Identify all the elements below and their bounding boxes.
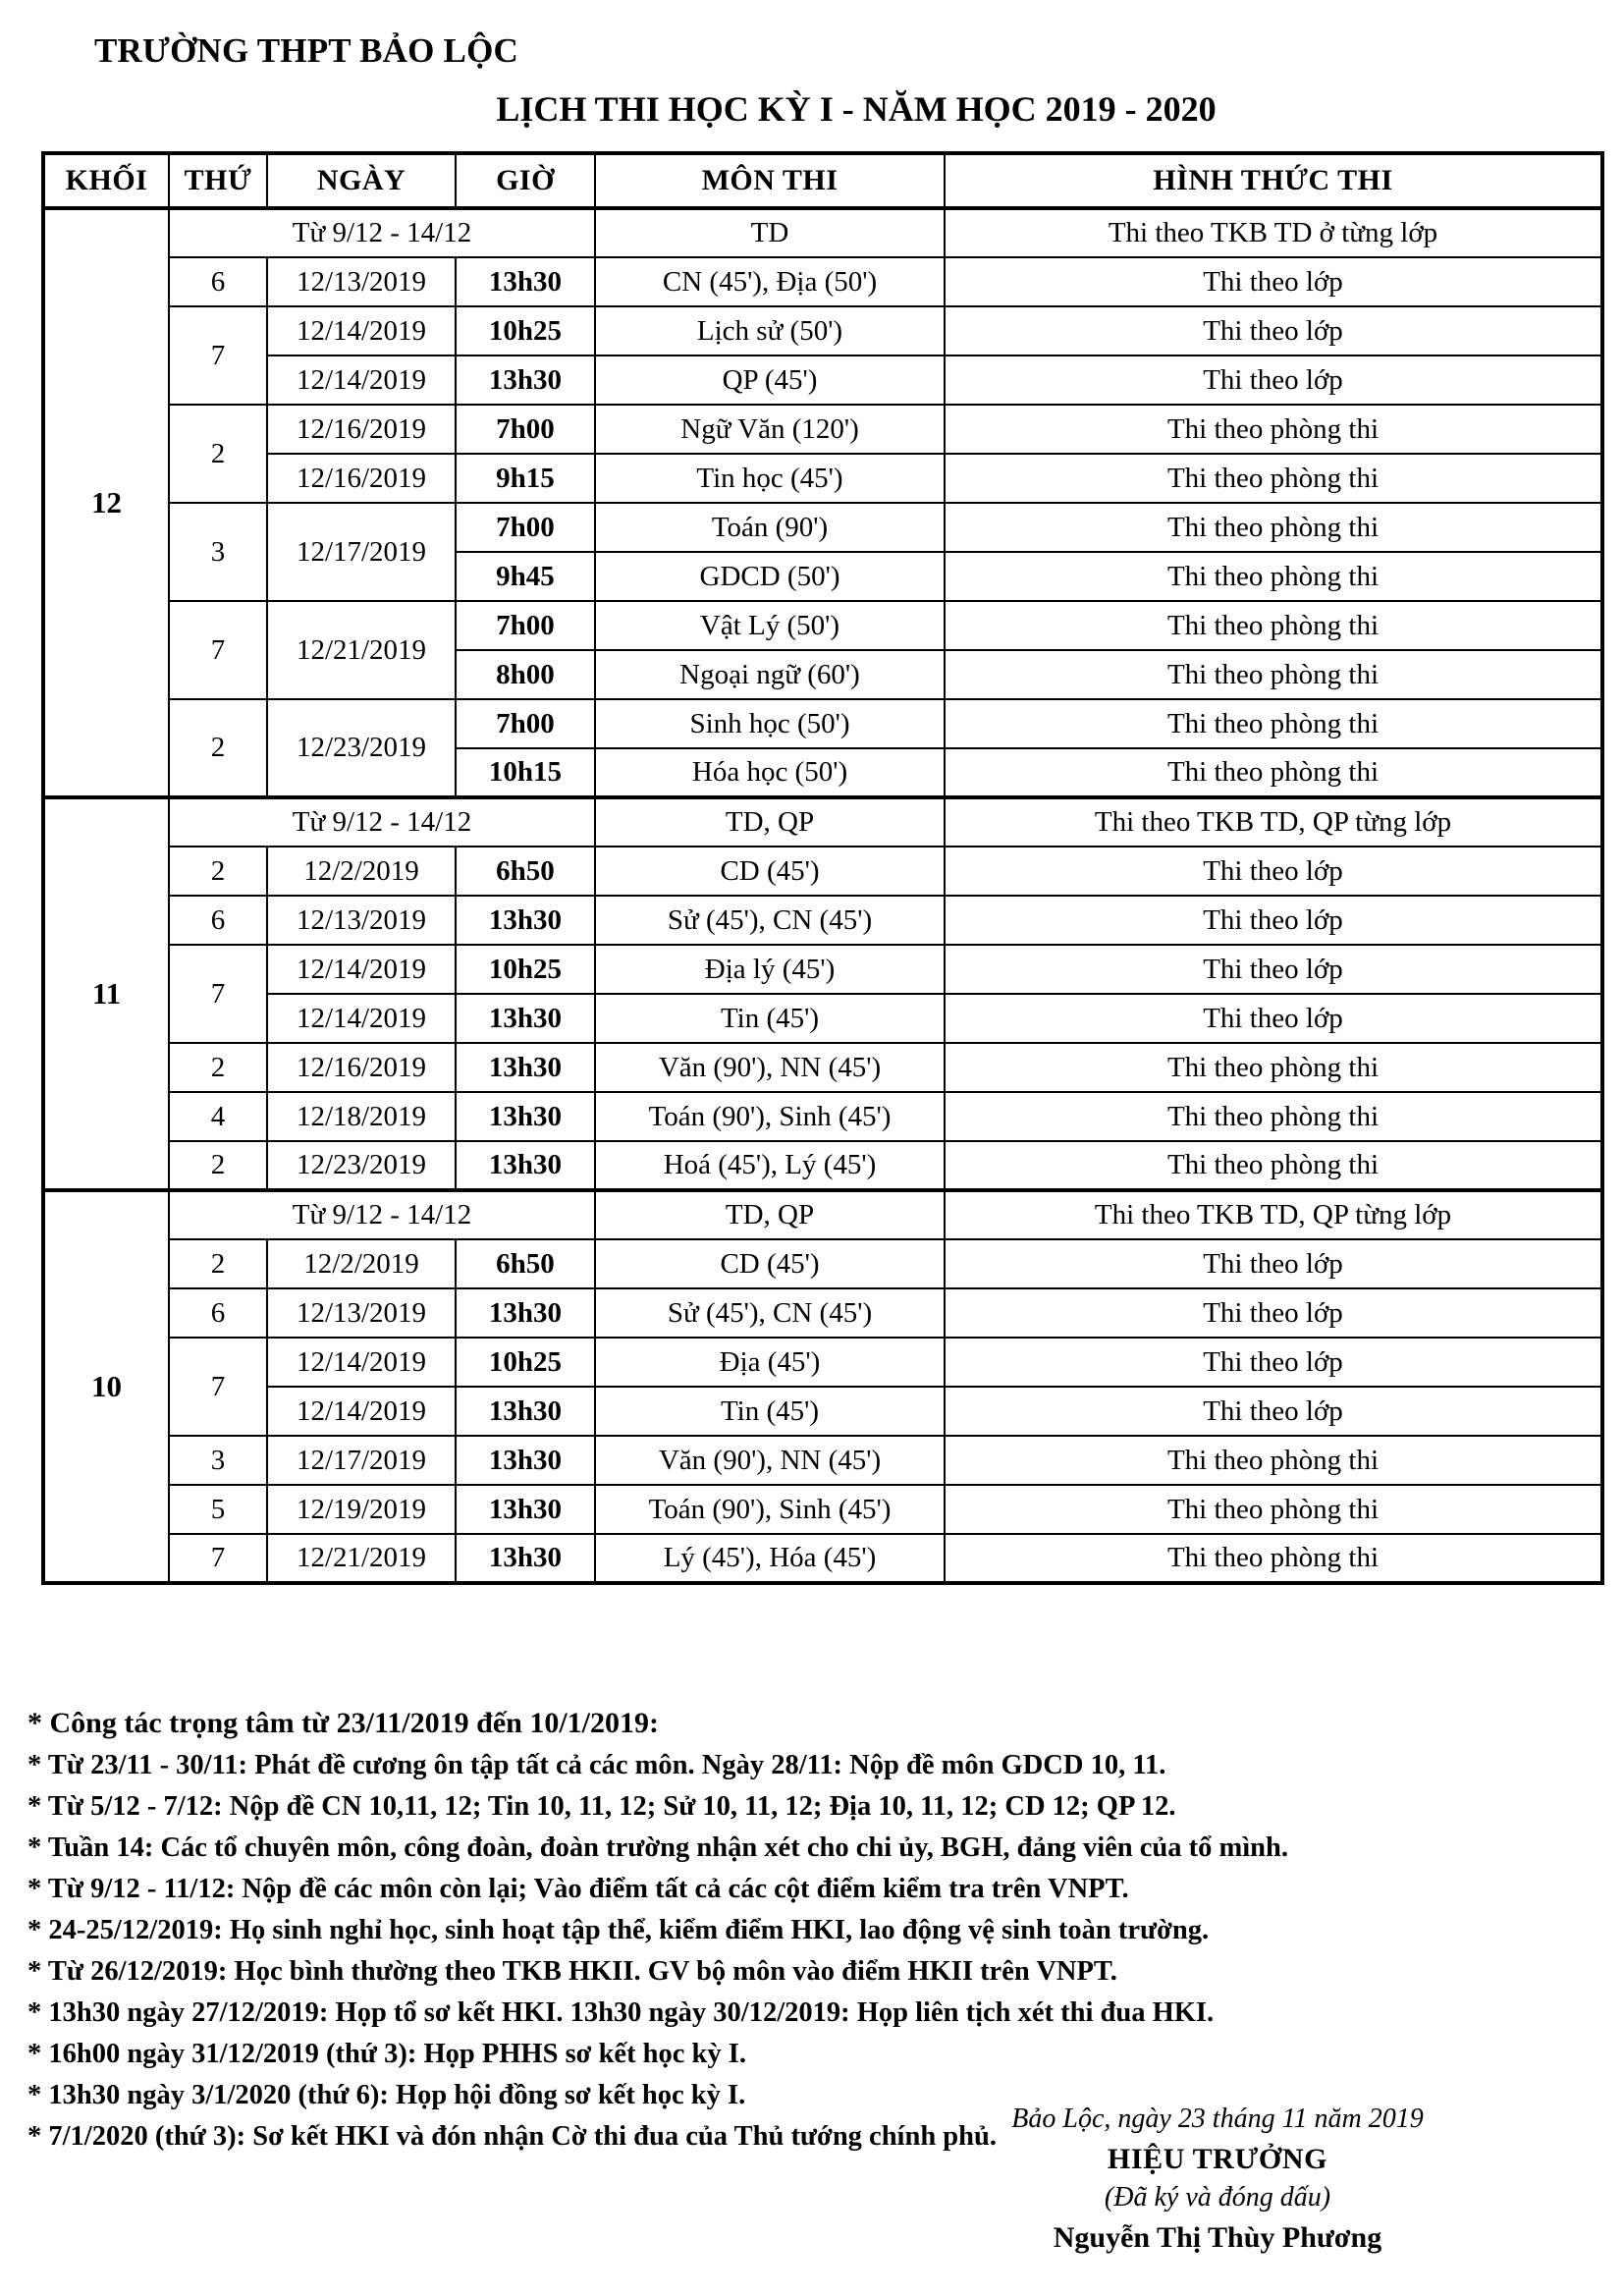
subject-cell: CD (45') — [595, 1239, 945, 1288]
time-cell: 13h30 — [456, 1387, 595, 1436]
time-cell: 7h00 — [456, 699, 595, 748]
table-row — [43, 1534, 1602, 1583]
exam-format-cell: Thi theo phòng thi — [945, 1436, 1602, 1485]
weekday-cell: 7 — [169, 1534, 267, 1583]
exam-format-cell: Thi theo lớp — [945, 847, 1602, 896]
subject-cell: Hoá (45'), Lý (45') — [595, 1141, 945, 1190]
time-cell: 9h15 — [456, 454, 595, 503]
subject-cell: Ngữ Văn (120') — [595, 405, 945, 454]
exam-format-cell: Thi theo lớp — [945, 945, 1602, 994]
signature-place-date: Bảo Lộc, ngày 23 tháng 11 năm 2019 — [1011, 2104, 1424, 2134]
time-cell: 10h15 — [456, 748, 595, 797]
time-cell: 7h00 — [456, 503, 595, 552]
note-line: * Từ 23/11 - 30/11: Phát đề cương ôn tập tất cả các môn. Ngày 28/11: Nộp đề môn GDCD 10, 11. — [27, 1749, 1166, 1780]
date-cell: 12/13/2019 — [267, 257, 456, 306]
column-header-gio: GIỜ — [456, 153, 595, 208]
table-row — [43, 503, 1602, 552]
date-cell: 12/17/2019 — [267, 1436, 456, 1485]
subject-cell: Tin học (45') — [595, 454, 945, 503]
weekday-cell: 2 — [169, 1043, 267, 1092]
date-cell: 12/14/2019 — [267, 306, 456, 355]
signature-role: HIỆU TRƯỞNG — [1107, 2143, 1328, 2175]
exam-format-cell: Thi theo phòng thi — [945, 503, 1602, 552]
table-row — [43, 1288, 1602, 1338]
time-cell: 7h00 — [456, 405, 595, 454]
subject-cell: Văn (90'), NN (45') — [595, 1043, 945, 1092]
date-cell: 12/2/2019 — [267, 847, 456, 896]
table-row — [43, 797, 1602, 847]
column-header-khoi: KHỐI — [43, 153, 169, 208]
time-cell: 13h30 — [456, 1485, 595, 1534]
time-cell: 13h30 — [456, 1043, 595, 1092]
date-range-cell: Từ 9/12 - 14/12 — [169, 208, 595, 257]
exam-schedule-table — [41, 151, 1604, 1585]
table-row — [43, 896, 1602, 945]
exam-format-cell: Thi theo phòng thi — [945, 748, 1602, 797]
time-cell: 8h00 — [456, 650, 595, 699]
table-row — [43, 1436, 1602, 1485]
date-cell: 12/18/2019 — [267, 1092, 456, 1141]
subject-cell: Ngoại ngữ (60') — [595, 650, 945, 699]
subject-cell: Sinh học (50') — [595, 699, 945, 748]
subject-cell: CN (45'), Địa (50') — [595, 257, 945, 306]
weekday-cell: 2 — [169, 1239, 267, 1288]
table-header — [43, 153, 1602, 208]
column-header-thu: THỨ — [169, 153, 267, 208]
subject-cell: Sử (45'), CN (45') — [595, 896, 945, 945]
time-cell: 13h30 — [456, 1092, 595, 1141]
subject-cell: QP (45') — [595, 355, 945, 405]
table-row — [43, 454, 1602, 503]
exam-format-cell: Thi theo phòng thi — [945, 454, 1602, 503]
time-cell: 13h30 — [456, 994, 595, 1043]
signature-signed-note: (Đã ký và đóng dấu) — [1104, 2182, 1331, 2213]
weekday-cell: 6 — [169, 896, 267, 945]
exam-schedule-table-wrapper — [41, 151, 1600, 1585]
exam-format-cell: Thi theo TKB TD ở từng lớp — [945, 208, 1602, 257]
subject-cell: Toán (90') — [595, 503, 945, 552]
date-cell: 12/16/2019 — [267, 454, 456, 503]
date-range-cell: Từ 9/12 - 14/12 — [169, 797, 595, 847]
subject-cell: Địa lý (45') — [595, 945, 945, 994]
subject-cell: Sử (45'), CN (45') — [595, 1288, 945, 1338]
time-cell: 7h00 — [456, 601, 595, 650]
note-line: * Tuần 14: Các tổ chuyên môn, công đoàn, đoàn trường nhận xét cho chi ủy, BGH, đảng viên của tổ mình. — [27, 1831, 1288, 1863]
note-line: * 24-25/12/2019: Họ sinh nghỉ học, sinh hoạt tập thể, kiểm điểm HKI, lao động vệ sinh toàn trường. — [27, 1914, 1210, 1945]
date-cell: 12/13/2019 — [267, 1288, 456, 1338]
weekday-cell: 7 — [169, 601, 267, 699]
subject-cell: Văn (90'), NN (45') — [595, 1436, 945, 1485]
table-row — [43, 1092, 1602, 1141]
exam-format-cell: Thi theo lớp — [945, 1338, 1602, 1387]
grade-cell: 11 — [43, 797, 169, 1190]
weekday-cell: 7 — [169, 1338, 267, 1436]
date-cell: 12/14/2019 — [267, 355, 456, 405]
date-cell: 12/16/2019 — [267, 1043, 456, 1092]
time-cell: 13h30 — [456, 355, 595, 405]
time-cell: 6h50 — [456, 1239, 595, 1288]
table-body — [43, 208, 1602, 1583]
table-row — [43, 1239, 1602, 1288]
weekday-cell: 2 — [169, 699, 267, 797]
table-row — [43, 994, 1602, 1043]
table-row — [43, 257, 1602, 306]
weekday-cell: 7 — [169, 306, 267, 405]
column-header-mon-thi: MÔN THI — [595, 153, 945, 208]
note-line: * Từ 9/12 - 11/12: Nộp đề các môn còn lại; Vào điểm tất cả các cột điểm kiểm tra trên VNPT. — [27, 1873, 1129, 1904]
time-cell: 13h30 — [456, 1141, 595, 1190]
table-row — [43, 1190, 1602, 1239]
subject-cell: TD, QP — [595, 1190, 945, 1239]
table-row — [43, 847, 1602, 896]
exam-format-cell: Thi theo phòng thi — [945, 601, 1602, 650]
subject-cell: GDCD (50') — [595, 552, 945, 601]
date-cell: 12/23/2019 — [267, 1141, 456, 1190]
table-row — [43, 1485, 1602, 1534]
exam-format-cell: Thi theo lớp — [945, 994, 1602, 1043]
column-header-hinh-thuc-thi: HÌNH THỨC THI — [945, 153, 1602, 208]
date-cell: 12/21/2019 — [267, 1534, 456, 1583]
weekday-cell: 7 — [169, 945, 267, 1043]
date-cell: 12/14/2019 — [267, 1338, 456, 1387]
signature-block — [884, 2104, 1551, 2255]
exam-format-cell: Thi theo TKB TD, QP từng lớp — [945, 1190, 1602, 1239]
subject-cell: Tin (45') — [595, 1387, 945, 1436]
table-row — [43, 601, 1602, 650]
date-cell: 12/21/2019 — [267, 601, 456, 699]
exam-format-cell: Thi theo phòng thi — [945, 1043, 1602, 1092]
column-header-ngay: NGÀY — [267, 153, 456, 208]
exam-format-cell: Thi theo phòng thi — [945, 1485, 1602, 1534]
exam-format-cell: Thi theo lớp — [945, 306, 1602, 355]
subject-cell: TD, QP — [595, 797, 945, 847]
subject-cell: Toán (90'), Sinh (45') — [595, 1485, 945, 1534]
date-cell: 12/14/2019 — [267, 945, 456, 994]
date-cell: 12/14/2019 — [267, 1387, 456, 1436]
date-cell: 12/2/2019 — [267, 1239, 456, 1288]
exam-format-cell: Thi theo lớp — [945, 257, 1602, 306]
exam-format-cell: Thi theo phòng thi — [945, 650, 1602, 699]
date-cell: 12/13/2019 — [267, 896, 456, 945]
time-cell: 6h50 — [456, 847, 595, 896]
note-line: * 16h00 ngày 31/12/2019 (thứ 3): Họp PHHS sơ kết học kỳ I. — [27, 2038, 746, 2069]
subject-cell: Toán (90'), Sinh (45') — [595, 1092, 945, 1141]
time-cell: 10h25 — [456, 945, 595, 994]
subject-cell: Địa (45') — [595, 1338, 945, 1387]
exam-format-cell: Thi theo phòng thi — [945, 405, 1602, 454]
exam-format-cell: Thi theo phòng thi — [945, 1092, 1602, 1141]
exam-format-cell: Thi theo lớp — [945, 1387, 1602, 1436]
weekday-cell: 2 — [169, 405, 267, 503]
subject-cell: Hóa học (50') — [595, 748, 945, 797]
table-row — [43, 405, 1602, 454]
subject-cell: Lý (45'), Hóa (45') — [595, 1534, 945, 1583]
weekday-cell: 6 — [169, 257, 267, 306]
table-row — [43, 208, 1602, 257]
note-line: * Từ 5/12 - 7/12: Nộp đề CN 10,11, 12; Tin 10, 11, 12; Sử 10, 11, 12; Địa 10, 11, 12; CD 12; QP 12. — [27, 1790, 1176, 1822]
exam-format-cell: Thi theo TKB TD, QP từng lớp — [945, 797, 1602, 847]
exam-format-cell: Thi theo phòng thi — [945, 699, 1602, 748]
time-cell: 9h45 — [456, 552, 595, 601]
weekday-cell: 6 — [169, 1288, 267, 1338]
table-row — [43, 699, 1602, 748]
time-cell: 13h30 — [456, 1288, 595, 1338]
exam-format-cell: Thi theo phòng thi — [945, 552, 1602, 601]
note-line: * 13h30 ngày 27/12/2019: Họp tổ sơ kết HKI. 13h30 ngày 30/12/2019: Họp liên tịch xét thi đua HKI. — [27, 1996, 1215, 2028]
date-cell: 12/19/2019 — [267, 1485, 456, 1534]
table-row — [43, 945, 1602, 994]
exam-format-cell: Thi theo lớp — [945, 1288, 1602, 1338]
subject-cell: Lịch sử (50') — [595, 306, 945, 355]
subject-cell: Tin (45') — [595, 994, 945, 1043]
subject-cell: CD (45') — [595, 847, 945, 896]
exam-format-cell: Thi theo lớp — [945, 896, 1602, 945]
weekday-cell: 5 — [169, 1485, 267, 1534]
time-cell: 10h25 — [456, 306, 595, 355]
weekday-cell: 3 — [169, 1436, 267, 1485]
date-cell: 12/14/2019 — [267, 994, 456, 1043]
subject-cell: Vật Lý (50') — [595, 601, 945, 650]
weekday-cell: 4 — [169, 1092, 267, 1141]
time-cell: 13h30 — [456, 1534, 595, 1583]
table-row — [43, 355, 1602, 405]
subject-cell: TD — [595, 208, 945, 257]
signature-person-name: Nguyễn Thị Thùy Phương — [1053, 2221, 1382, 2254]
exam-format-cell: Thi theo lớp — [945, 355, 1602, 405]
time-cell: 13h30 — [456, 257, 595, 306]
exam-format-cell: Thi theo lớp — [945, 1239, 1602, 1288]
date-cell: 12/23/2019 — [267, 699, 456, 797]
date-cell: 12/17/2019 — [267, 503, 456, 601]
table-row — [43, 1141, 1602, 1190]
table-row — [43, 306, 1602, 355]
time-cell: 13h30 — [456, 896, 595, 945]
weekday-cell: 2 — [169, 847, 267, 896]
date-cell: 12/16/2019 — [267, 405, 456, 454]
note-line: * Từ 26/12/2019: Học bình thường theo TKB HKII. GV bộ môn vào điểm HKII trên VNPT. — [27, 1955, 1117, 1987]
table-header-row — [43, 153, 1602, 208]
date-range-cell: Từ 9/12 - 14/12 — [169, 1190, 595, 1239]
grade-cell: 12 — [43, 208, 169, 797]
table-row — [43, 1043, 1602, 1092]
note-line: * 7/1/2020 (thứ 3): Sơ kết HKI và đón nhận Cờ thi đua của Thủ tướng chính phủ. — [27, 2120, 997, 2152]
note-line: * Công tác trọng tâm từ 23/11/2019 đến 10/1/2019: — [27, 1707, 659, 1739]
table-row — [43, 1338, 1602, 1387]
time-cell: 13h30 — [456, 1436, 595, 1485]
document-title: LỊCH THI HỌC KỲ I - NĂM HỌC 2019 - 2020 — [496, 89, 1217, 129]
table-row — [43, 1387, 1602, 1436]
notes-list — [27, 1709, 1598, 2164]
school-name: TRƯỜNG THPT BẢO LỘC — [94, 31, 518, 70]
weekday-cell: 3 — [169, 503, 267, 601]
grade-cell: 10 — [43, 1190, 169, 1583]
exam-format-cell: Thi theo phòng thi — [945, 1534, 1602, 1583]
weekday-cell: 2 — [169, 1141, 267, 1190]
note-line: * 13h30 ngày 3/1/2020 (thứ 6): Họp hội đồng sơ kết học kỳ I. — [27, 2079, 746, 2110]
exam-format-cell: Thi theo phòng thi — [945, 1141, 1602, 1190]
time-cell: 10h25 — [456, 1338, 595, 1387]
